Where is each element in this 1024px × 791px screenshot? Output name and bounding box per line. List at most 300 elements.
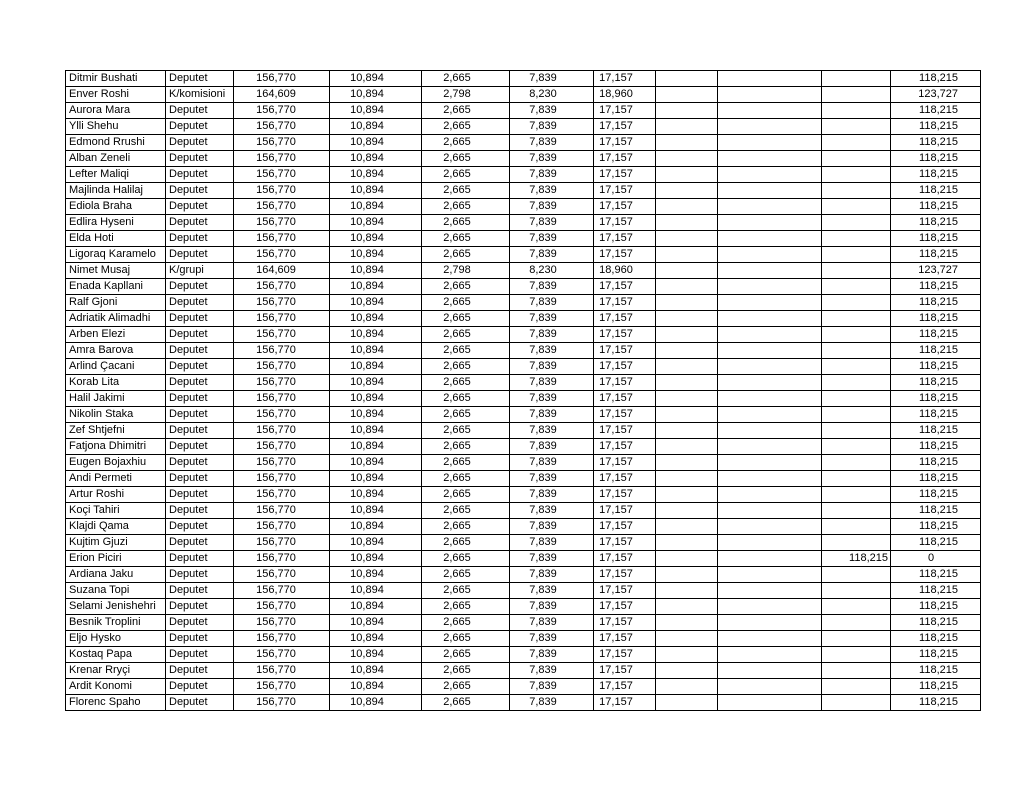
amount-cell: 156,770 [234, 343, 330, 359]
amount-cell: 7,839 [510, 359, 594, 375]
amount-cell: 17,157 [594, 647, 656, 663]
amount-cell: 7,839 [510, 455, 594, 471]
amount-cell: 17,157 [594, 407, 656, 423]
amount-cell [822, 567, 891, 583]
net-amount-cell: 118,215 [891, 487, 981, 503]
empty-cell [718, 631, 822, 647]
position-cell: Deputet [166, 567, 234, 583]
amount-cell: 7,839 [510, 503, 594, 519]
empty-cell [656, 295, 718, 311]
empty-cell [718, 199, 822, 215]
amount-cell: 10,894 [330, 567, 422, 583]
amount-cell [822, 71, 891, 87]
name-cell: Florenc Spaho [66, 695, 166, 711]
amount-cell: 7,839 [510, 231, 594, 247]
amount-cell: 2,665 [422, 103, 510, 119]
table-row [66, 679, 981, 695]
amount-cell: 156,770 [234, 167, 330, 183]
empty-cell [656, 695, 718, 711]
amount-cell: 118,215 [822, 551, 891, 567]
empty-cell [718, 551, 822, 567]
position-cell: Deputet [166, 519, 234, 535]
amount-cell: 2,665 [422, 327, 510, 343]
empty-cell [656, 647, 718, 663]
position-cell: Deputet [166, 199, 234, 215]
amount-cell: 10,894 [330, 183, 422, 199]
amount-cell: 2,665 [422, 551, 510, 567]
name-cell: Ylli Shehu [66, 119, 166, 135]
amount-cell: 17,157 [594, 215, 656, 231]
amount-cell: 17,157 [594, 535, 656, 551]
amount-cell: 2,665 [422, 679, 510, 695]
amount-cell: 7,839 [510, 199, 594, 215]
empty-cell [718, 583, 822, 599]
name-cell: Ralf Gjoni [66, 295, 166, 311]
amount-cell: 10,894 [330, 631, 422, 647]
name-cell: Eugen Bojaxhiu [66, 455, 166, 471]
table-row [66, 567, 981, 583]
amount-cell: 10,894 [330, 535, 422, 551]
empty-cell [656, 87, 718, 103]
name-cell: Nimet Musaj [66, 263, 166, 279]
amount-cell: 2,665 [422, 359, 510, 375]
amount-cell: 156,770 [234, 247, 330, 263]
amount-cell [822, 87, 891, 103]
amount-cell: 156,770 [234, 375, 330, 391]
table-row [66, 359, 981, 375]
amount-cell [822, 327, 891, 343]
table-row [66, 487, 981, 503]
net-amount-cell: 0 [891, 551, 981, 567]
amount-cell: 17,157 [594, 567, 656, 583]
amount-cell: 7,839 [510, 583, 594, 599]
empty-cell [656, 263, 718, 279]
amount-cell: 7,839 [510, 551, 594, 567]
amount-cell: 10,894 [330, 247, 422, 263]
amount-cell: 17,157 [594, 391, 656, 407]
net-amount-cell: 118,215 [891, 215, 981, 231]
amount-cell: 2,665 [422, 343, 510, 359]
position-cell: Deputet [166, 103, 234, 119]
amount-cell: 156,770 [234, 647, 330, 663]
amount-cell: 2,665 [422, 391, 510, 407]
name-cell: Ligoraq Karamelo [66, 247, 166, 263]
empty-cell [656, 487, 718, 503]
name-cell: Majlinda Halilaj [66, 183, 166, 199]
empty-cell [656, 631, 718, 647]
amount-cell: 7,839 [510, 407, 594, 423]
net-amount-cell: 118,215 [891, 695, 981, 711]
amount-cell [822, 183, 891, 199]
amount-cell: 10,894 [330, 343, 422, 359]
net-amount-cell: 118,215 [891, 599, 981, 615]
position-cell: Deputet [166, 375, 234, 391]
table-row [66, 583, 981, 599]
amount-cell: 17,157 [594, 679, 656, 695]
position-cell: Deputet [166, 167, 234, 183]
empty-cell [718, 119, 822, 135]
net-amount-cell: 118,215 [891, 151, 981, 167]
position-cell: Deputet [166, 183, 234, 199]
amount-cell [822, 679, 891, 695]
amount-cell: 156,770 [234, 103, 330, 119]
amount-cell: 17,157 [594, 311, 656, 327]
net-amount-cell: 118,215 [891, 183, 981, 199]
amount-cell: 7,839 [510, 423, 594, 439]
amount-cell: 17,157 [594, 247, 656, 263]
amount-cell: 10,894 [330, 439, 422, 455]
amount-cell: 17,157 [594, 231, 656, 247]
amount-cell: 10,894 [330, 327, 422, 343]
amount-cell [822, 663, 891, 679]
position-cell: Deputet [166, 551, 234, 567]
empty-cell [656, 551, 718, 567]
amount-cell [822, 103, 891, 119]
net-amount-cell: 118,215 [891, 71, 981, 87]
amount-cell: 156,770 [234, 695, 330, 711]
amount-cell: 7,839 [510, 535, 594, 551]
amount-cell: 8,230 [510, 263, 594, 279]
amount-cell: 10,894 [330, 199, 422, 215]
salary-table [65, 70, 981, 711]
amount-cell: 17,157 [594, 375, 656, 391]
amount-cell: 2,665 [422, 215, 510, 231]
amount-cell: 156,770 [234, 503, 330, 519]
amount-cell: 7,839 [510, 119, 594, 135]
net-amount-cell: 118,215 [891, 455, 981, 471]
amount-cell: 156,770 [234, 407, 330, 423]
table-row [66, 87, 981, 103]
amount-cell: 17,157 [594, 503, 656, 519]
table-row [66, 615, 981, 631]
position-cell: Deputet [166, 391, 234, 407]
position-cell: Deputet [166, 135, 234, 151]
position-cell: Deputet [166, 295, 234, 311]
empty-cell [656, 599, 718, 615]
net-amount-cell: 118,215 [891, 103, 981, 119]
amount-cell [822, 615, 891, 631]
empty-cell [718, 599, 822, 615]
name-cell: Enada Kapllani [66, 279, 166, 295]
amount-cell: 17,157 [594, 631, 656, 647]
position-cell: Deputet [166, 423, 234, 439]
amount-cell: 2,665 [422, 71, 510, 87]
table-row [66, 135, 981, 151]
position-cell: Deputet [166, 215, 234, 231]
empty-cell [656, 311, 718, 327]
net-amount-cell: 118,215 [891, 119, 981, 135]
amount-cell: 7,839 [510, 135, 594, 151]
empty-cell [718, 135, 822, 151]
position-cell: Deputet [166, 439, 234, 455]
amount-cell: 2,665 [422, 279, 510, 295]
amount-cell: 2,665 [422, 119, 510, 135]
amount-cell: 156,770 [234, 679, 330, 695]
amount-cell: 156,770 [234, 439, 330, 455]
amount-cell: 156,770 [234, 487, 330, 503]
empty-cell [718, 295, 822, 311]
amount-cell [822, 503, 891, 519]
empty-cell [718, 615, 822, 631]
amount-cell: 10,894 [330, 487, 422, 503]
empty-cell [656, 199, 718, 215]
amount-cell: 2,665 [422, 647, 510, 663]
amount-cell [822, 423, 891, 439]
empty-cell [656, 391, 718, 407]
table-row [66, 551, 981, 567]
amount-cell [822, 135, 891, 151]
net-amount-cell: 118,215 [891, 503, 981, 519]
amount-cell [822, 231, 891, 247]
name-cell: Eljo Hysko [66, 631, 166, 647]
amount-cell [822, 215, 891, 231]
amount-cell: 10,894 [330, 679, 422, 695]
empty-cell [718, 359, 822, 375]
amount-cell: 156,770 [234, 471, 330, 487]
table-row [66, 535, 981, 551]
name-cell: Aurora Mara [66, 103, 166, 119]
table-row [66, 647, 981, 663]
amount-cell [822, 519, 891, 535]
amount-cell: 10,894 [330, 551, 422, 567]
net-amount-cell: 118,215 [891, 231, 981, 247]
amount-cell: 10,894 [330, 151, 422, 167]
amount-cell: 2,665 [422, 151, 510, 167]
position-cell: Deputet [166, 151, 234, 167]
name-cell: Edmond Rrushi [66, 135, 166, 151]
table-row [66, 247, 981, 263]
name-cell: Besnik Troplini [66, 615, 166, 631]
amount-cell: 2,665 [422, 375, 510, 391]
amount-cell: 7,839 [510, 327, 594, 343]
amount-cell: 10,894 [330, 615, 422, 631]
amount-cell: 7,839 [510, 167, 594, 183]
amount-cell: 7,839 [510, 343, 594, 359]
amount-cell: 2,798 [422, 87, 510, 103]
table-row [66, 407, 981, 423]
amount-cell: 2,665 [422, 535, 510, 551]
amount-cell: 7,839 [510, 439, 594, 455]
empty-cell [718, 487, 822, 503]
amount-cell: 156,770 [234, 455, 330, 471]
amount-cell: 10,894 [330, 519, 422, 535]
position-cell: Deputet [166, 487, 234, 503]
position-cell: Deputet [166, 471, 234, 487]
empty-cell [718, 151, 822, 167]
net-amount-cell: 118,215 [891, 375, 981, 391]
empty-cell [656, 327, 718, 343]
table-row [66, 231, 981, 247]
empty-cell [656, 439, 718, 455]
position-cell: Deputet [166, 583, 234, 599]
position-cell: Deputet [166, 407, 234, 423]
amount-cell [822, 407, 891, 423]
empty-cell [718, 375, 822, 391]
empty-cell [656, 535, 718, 551]
amount-cell: 156,770 [234, 391, 330, 407]
amount-cell: 10,894 [330, 423, 422, 439]
name-cell: Amra Barova [66, 343, 166, 359]
amount-cell: 156,770 [234, 295, 330, 311]
name-cell: Lefter Maliqi [66, 167, 166, 183]
amount-cell [822, 471, 891, 487]
empty-cell [656, 231, 718, 247]
amount-cell [822, 247, 891, 263]
position-cell: Deputet [166, 631, 234, 647]
amount-cell: 18,960 [594, 263, 656, 279]
net-amount-cell: 118,215 [891, 615, 981, 631]
amount-cell: 156,770 [234, 631, 330, 647]
empty-cell [718, 247, 822, 263]
empty-cell [718, 263, 822, 279]
name-cell: Kostaq Papa [66, 647, 166, 663]
amount-cell: 10,894 [330, 599, 422, 615]
empty-cell [718, 231, 822, 247]
amount-cell: 156,770 [234, 183, 330, 199]
empty-cell [656, 359, 718, 375]
empty-cell [656, 183, 718, 199]
name-cell: Kujtim Gjuzi [66, 535, 166, 551]
amount-cell [822, 535, 891, 551]
position-cell: Deputet [166, 311, 234, 327]
amount-cell: 156,770 [234, 327, 330, 343]
amount-cell: 10,894 [330, 359, 422, 375]
amount-cell: 10,894 [330, 295, 422, 311]
amount-cell: 17,157 [594, 279, 656, 295]
empty-cell [718, 663, 822, 679]
amount-cell: 156,770 [234, 359, 330, 375]
empty-cell [656, 215, 718, 231]
amount-cell: 10,894 [330, 407, 422, 423]
amount-cell: 17,157 [594, 151, 656, 167]
amount-cell: 2,665 [422, 311, 510, 327]
empty-cell [718, 87, 822, 103]
amount-cell: 17,157 [594, 583, 656, 599]
amount-cell: 2,665 [422, 455, 510, 471]
position-cell: Deputet [166, 343, 234, 359]
amount-cell: 156,770 [234, 535, 330, 551]
amount-cell: 10,894 [330, 215, 422, 231]
empty-cell [656, 679, 718, 695]
amount-cell: 7,839 [510, 215, 594, 231]
empty-cell [656, 167, 718, 183]
amount-cell: 7,839 [510, 519, 594, 535]
amount-cell: 7,839 [510, 151, 594, 167]
amount-cell: 17,157 [594, 359, 656, 375]
position-cell: K/komisioni [166, 87, 234, 103]
amount-cell: 17,157 [594, 295, 656, 311]
name-cell: Andi Permeti [66, 471, 166, 487]
empty-cell [656, 503, 718, 519]
amount-cell [822, 167, 891, 183]
empty-cell [718, 103, 822, 119]
empty-cell [718, 327, 822, 343]
amount-cell: 10,894 [330, 375, 422, 391]
amount-cell: 17,157 [594, 519, 656, 535]
amount-cell: 17,157 [594, 615, 656, 631]
amount-cell: 156,770 [234, 279, 330, 295]
name-cell: Arben Elezi [66, 327, 166, 343]
amount-cell [822, 487, 891, 503]
empty-cell [718, 167, 822, 183]
net-amount-cell: 118,215 [891, 423, 981, 439]
net-amount-cell: 123,727 [891, 263, 981, 279]
amount-cell [822, 631, 891, 647]
amount-cell: 17,157 [594, 439, 656, 455]
name-cell: Adriatik Alimadhi [66, 311, 166, 327]
table-row [66, 471, 981, 487]
amount-cell: 17,157 [594, 119, 656, 135]
name-cell: Alban Zeneli [66, 151, 166, 167]
empty-cell [718, 503, 822, 519]
amount-cell: 2,665 [422, 231, 510, 247]
name-cell: Ditmir Bushati [66, 71, 166, 87]
amount-cell: 10,894 [330, 695, 422, 711]
name-cell: Erion Piciri [66, 551, 166, 567]
empty-cell [718, 519, 822, 535]
empty-cell [718, 567, 822, 583]
position-cell: K/grupi [166, 263, 234, 279]
table-row [66, 71, 981, 87]
amount-cell [822, 455, 891, 471]
name-cell: Halil Jakimi [66, 391, 166, 407]
empty-cell [718, 679, 822, 695]
amount-cell: 7,839 [510, 663, 594, 679]
table-row [66, 327, 981, 343]
name-cell: Elda Hoti [66, 231, 166, 247]
empty-cell [656, 71, 718, 87]
amount-cell: 2,665 [422, 695, 510, 711]
amount-cell: 156,770 [234, 71, 330, 87]
amount-cell: 7,839 [510, 647, 594, 663]
position-cell: Deputet [166, 647, 234, 663]
amount-cell: 156,770 [234, 567, 330, 583]
net-amount-cell: 118,215 [891, 679, 981, 695]
table-row [66, 103, 981, 119]
net-amount-cell: 118,215 [891, 471, 981, 487]
net-amount-cell: 118,215 [891, 343, 981, 359]
amount-cell: 7,839 [510, 471, 594, 487]
amount-cell: 10,894 [330, 391, 422, 407]
amount-cell: 10,894 [330, 135, 422, 151]
table-body [66, 71, 981, 711]
empty-cell [718, 439, 822, 455]
amount-cell: 156,770 [234, 615, 330, 631]
name-cell: Klajdi Qama [66, 519, 166, 535]
amount-cell: 156,770 [234, 311, 330, 327]
table-row [66, 199, 981, 215]
amount-cell: 156,770 [234, 423, 330, 439]
amount-cell [822, 599, 891, 615]
amount-cell: 156,770 [234, 199, 330, 215]
net-amount-cell: 118,215 [891, 199, 981, 215]
amount-cell: 2,665 [422, 183, 510, 199]
name-cell: Selami Jenishehri [66, 599, 166, 615]
table-row [66, 183, 981, 199]
table-row [66, 167, 981, 183]
empty-cell [656, 519, 718, 535]
amount-cell: 17,157 [594, 199, 656, 215]
net-amount-cell: 118,215 [891, 407, 981, 423]
name-cell: Korab Lita [66, 375, 166, 391]
empty-cell [718, 279, 822, 295]
amount-cell [822, 439, 891, 455]
amount-cell: 7,839 [510, 103, 594, 119]
amount-cell: 17,157 [594, 455, 656, 471]
name-cell: Ediola Braha [66, 199, 166, 215]
amount-cell: 2,665 [422, 487, 510, 503]
amount-cell: 7,839 [510, 615, 594, 631]
